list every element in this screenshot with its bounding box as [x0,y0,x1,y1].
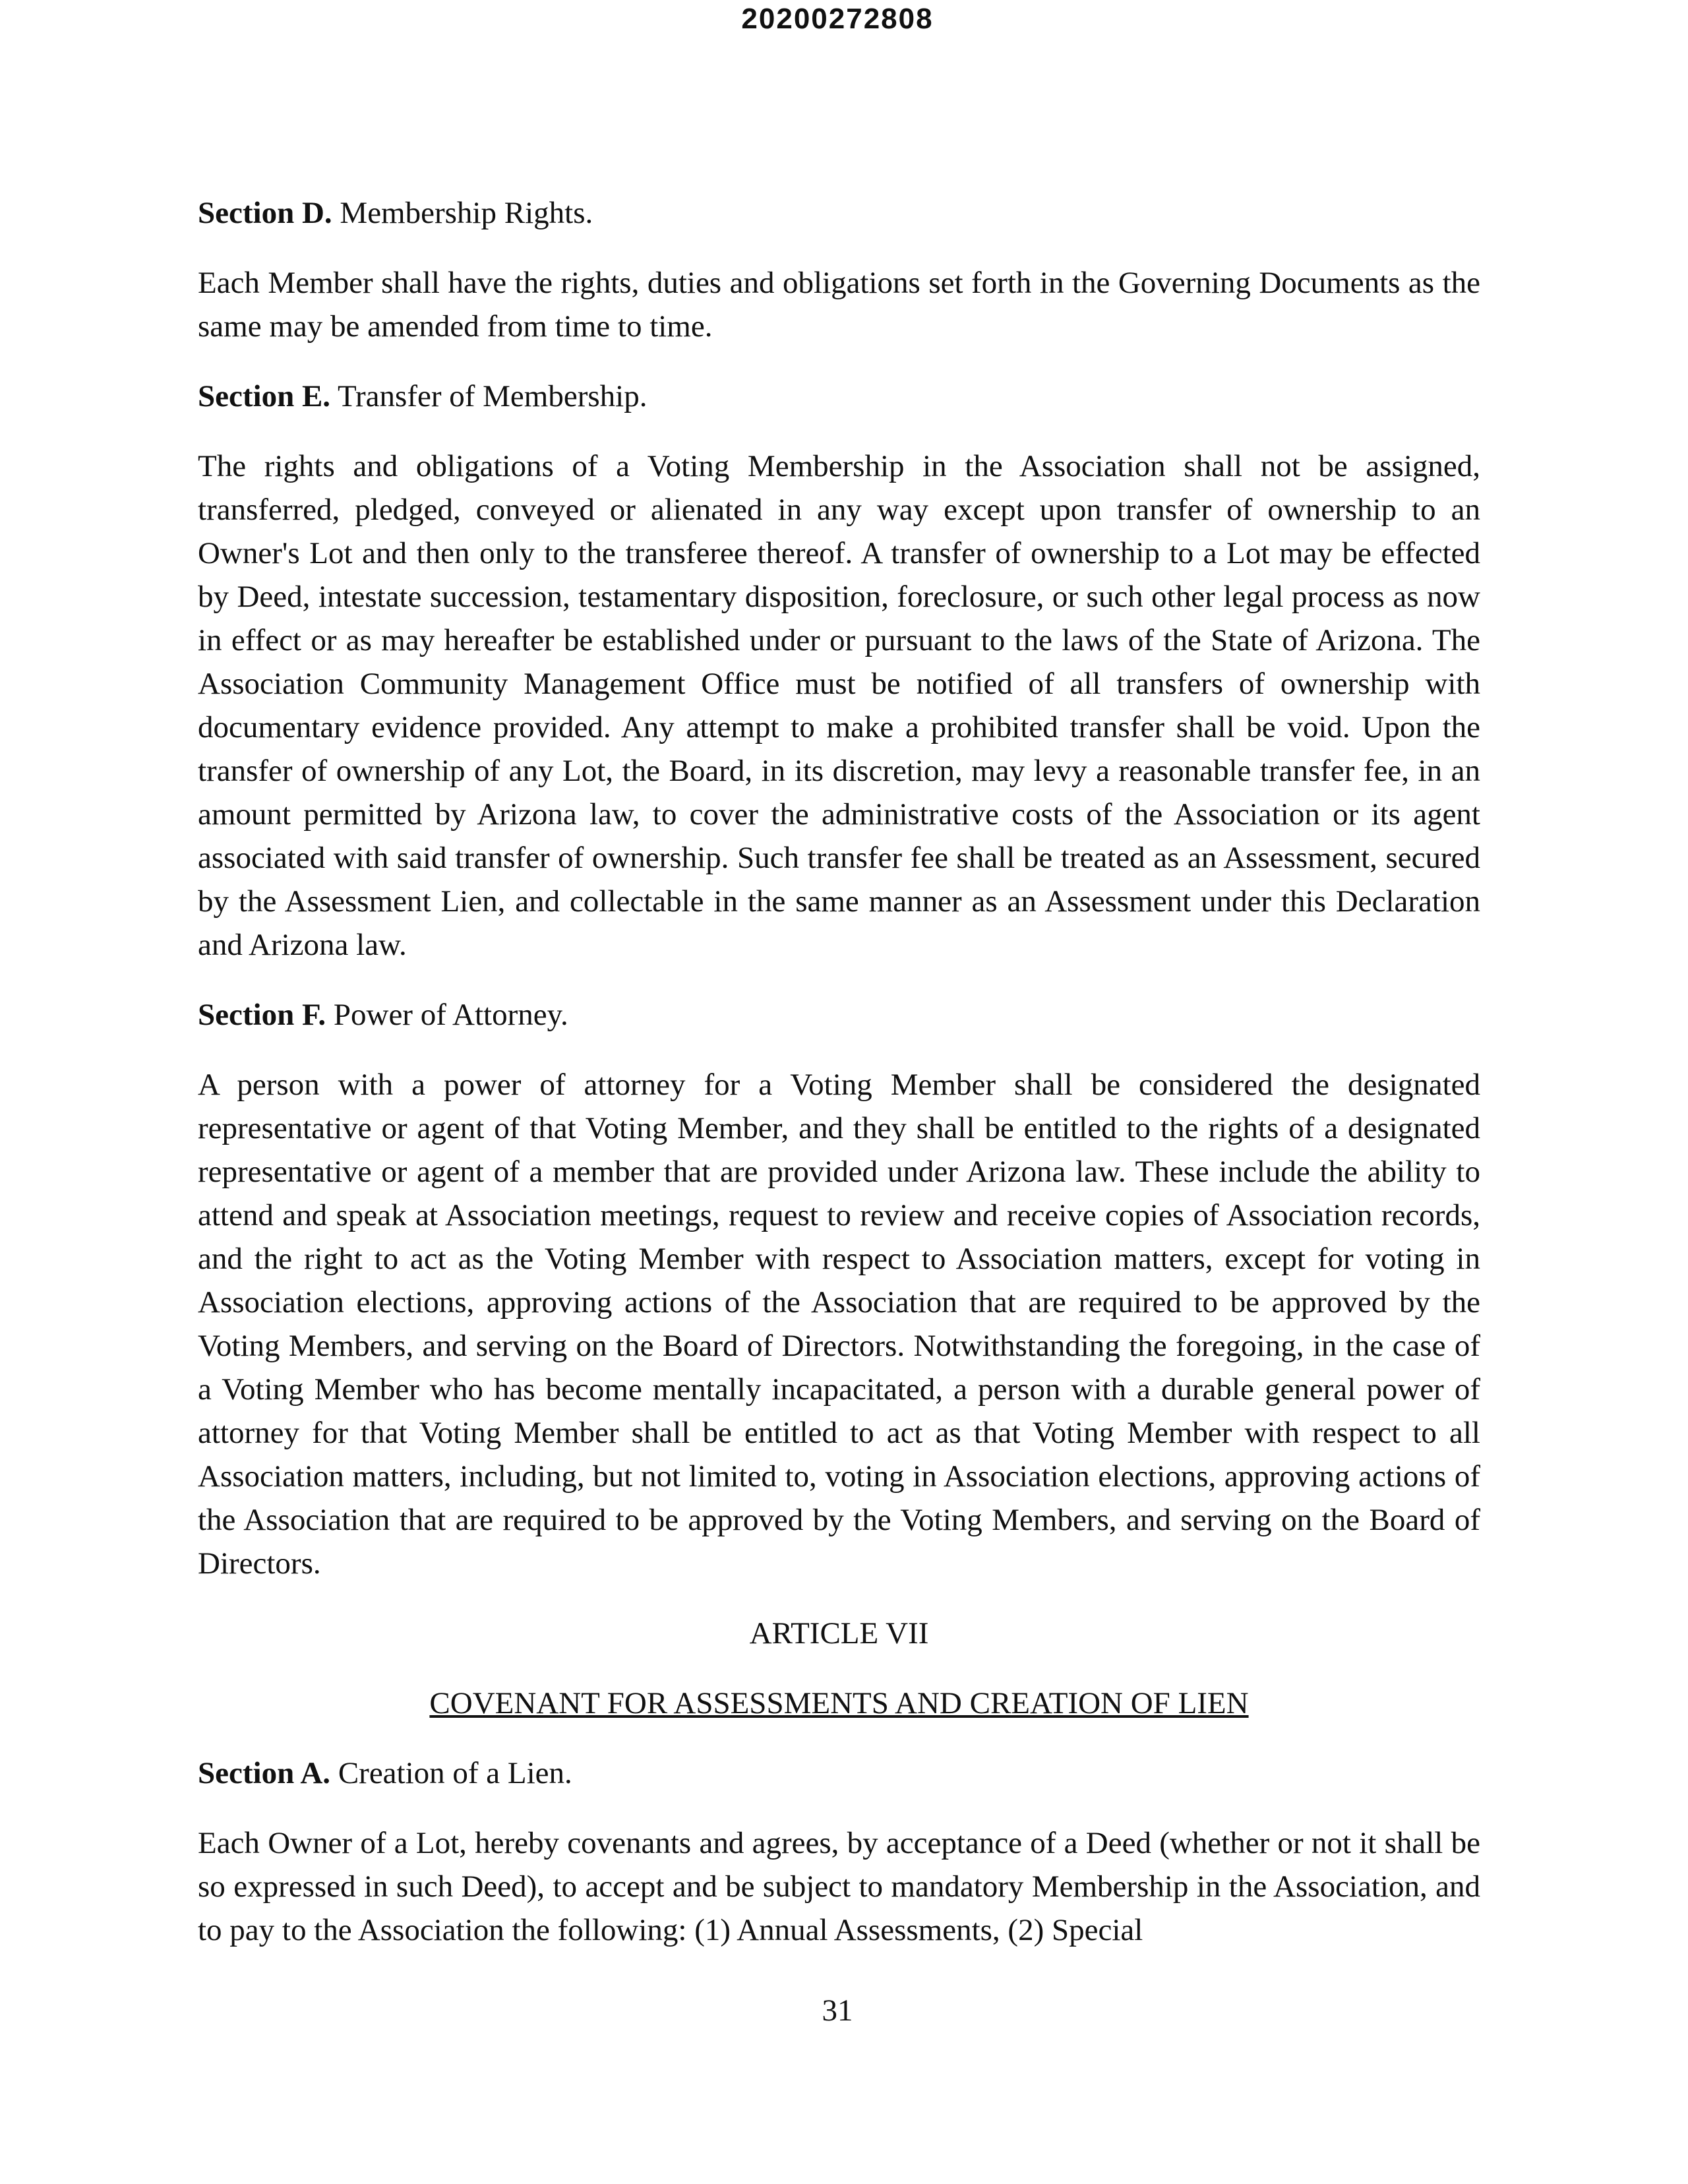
page-number: 31 [822,1993,853,2028]
section-f-label: Section F. [198,998,326,1032]
article-section-a-label: Section A. [198,1756,331,1790]
section-d-label: Section D. [198,196,332,230]
article-section-a-heading [198,1751,1480,1795]
section-f-title: Power of Attorney. [326,998,568,1032]
section-d-paragraph: Each Member shall have the rights, duties and obligations set forth in the Governing Documents as the same may be amended from time to time. [198,266,1480,344]
section-f-paragraph: A person with a power of attorney for a Voting Member shall be considered the designated representative or agent of that Voting Member, and they shall be entitled to the rights of a designated representative or agent of a member that are provided under Arizona law. These include the ability to attend and speak at Association meetings, request to review and receive copies of Association records, and the right to act as the Voting Member with respect to Association matters, except for voting in Association elections, approving actions of the Association that are required to be approved by the Voting Members, and serving on the Board of Directors. Notwithstanding the foregoing, in the case of a Voting Member who has become mentally incapacitated, a person with a durable general power of attorney for that Voting Member shall be entitled to act as that Voting Member with respect to all Association matters, including, but not limited to, voting in Association elections, approving actions of the Association that are required to be approved by the Voting Members, and serving on the Board of Directors. [198,1068,1480,1581]
article-title: ARTICLE VII [749,1616,929,1651]
section-e-heading [198,375,1480,418]
section-e-paragraph: The rights and obligations of a Voting Membership in the Association shall not be assigned, transferred, pledged, conveyed or alienated in any way except upon transfer of ownership to an Owner's Lot and then only to the transferee thereof. A transfer of ownership to a Lot may be effected by Deed, intestate succession, testamentary disposition, foreclosure, or such other legal process as now in effect or as may hereafter be established under or pursuant to the laws of the State of Arizona. The Association Community Management Office must be notified of all transfers of ownership with documentary evidence provided. Any attempt to make a prohibited transfer shall be void. Upon the transfer of ownership of any Lot, the Board, in its discretion, may levy a reasonable transfer fee, in an amount permitted by Arizona law, to cover the administrative costs of the Association or its agent associated with said transfer of ownership. Such transfer fee shall be treated as an Assessment, secured by the Assessment Lien, and collectable in the same manner as an Assessment under this Declaration and Arizona law. [198,449,1480,962]
document-body [198,191,1480,1978]
section-f-heading [198,993,1480,1037]
article-subtitle: COVENANT FOR ASSESSMENTS AND CREATION OF LIEN [429,1686,1249,1720]
article-section-a-paragraph: Each Owner of a Lot, hereby covenants and agrees, by acceptance of a Deed (whether or not it shall be so expressed in such Deed), to accept and be subject to mandatory Membership in the Association, and to pay to the Association the following: (1) Annual Assessments, (2) Special [198,1826,1480,1947]
section-e-title: Transfer of Membership. [330,379,648,413]
section-e-label: Section E. [198,379,331,413]
section-d-heading [198,191,1480,235]
document-number: 20200272808 [741,3,934,35]
article-section-a-title: Creation of a Lien. [330,1756,572,1790]
section-d-title: Membership Rights. [332,196,593,230]
